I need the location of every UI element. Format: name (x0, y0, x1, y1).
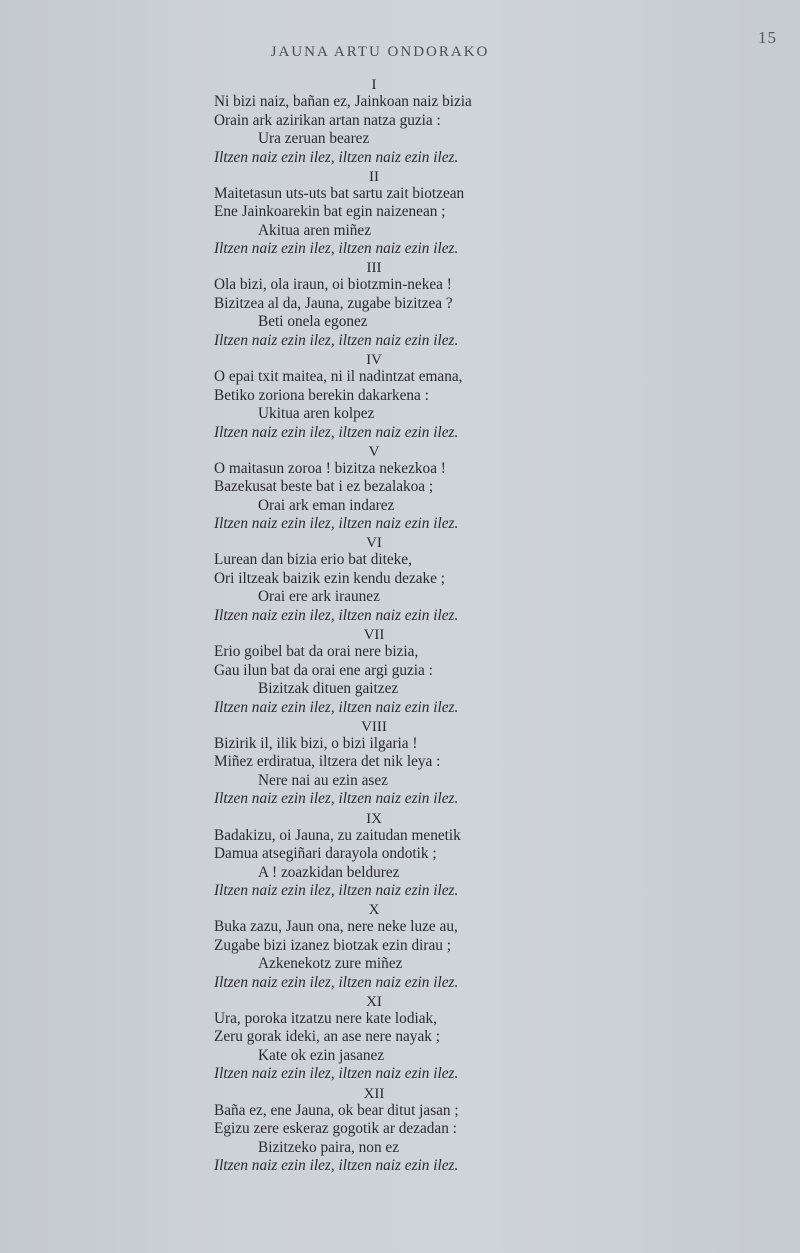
verse-line: Betiko zoriona berekin dakarkena : (214, 386, 429, 404)
stanza-numeral: I (371, 77, 377, 93)
page-number: 15 (758, 28, 777, 47)
refrain-line: Iltzen naiz ezin ilez, iltzen naiz ezin ilez. (214, 515, 459, 533)
verse-line: Erio goibel bat da orai nere bizia, (214, 643, 419, 661)
refrain-line: Iltzen naiz ezin ilez, iltzen naiz ezin ilez. (214, 882, 459, 899)
verse-line: Zeru gorak ideki, an ase nere nayak ; (214, 1028, 440, 1046)
verse-line: Gau ilun bat da orai ene argi guzia : (214, 661, 433, 679)
verse-line: Damua atsegiñari darayola ondotik ; (214, 845, 437, 862)
stanza (214, 902, 574, 994)
refrain-line: Iltzen naiz ezin ilez, iltzen naiz ezin ilez. (214, 331, 459, 349)
refrain-line: Iltzen naiz ezin ilez, iltzen naiz ezin ilez. (214, 1065, 459, 1083)
stanza-numeral: IV (366, 352, 382, 369)
verse-line: Zugabe bizi izanez biotzak ezin dirau ; (214, 936, 451, 954)
verse-line-indented: Bizitzeko paira, non ez (258, 1138, 400, 1156)
stanza (214, 811, 574, 903)
verse-line: Lurean dan bizia erio bat diteke, (214, 551, 412, 569)
refrain-line: Iltzen naiz ezin ilez, iltzen naiz ezin ilez. (214, 606, 459, 624)
verse-line-indented: Orai ark eman indarez (258, 496, 395, 514)
verse-line: Bizitzea al da, Jauna, zugabe bizitzea ? (214, 294, 453, 312)
verse-line: Badakizu, oi Jauna, zu zaitudan menetik (214, 826, 461, 844)
stanza-numeral: III (366, 260, 382, 277)
stanza (214, 1086, 574, 1178)
stanza-numeral: VIII (361, 718, 387, 735)
refrain-line: Iltzen naiz ezin ilez, iltzen naiz ezin ilez. (214, 240, 459, 258)
verse-line: Bizirik il, ilik bizi, o bizi ilgaria ! (214, 734, 418, 752)
verse-line: Bazekusat beste bat i ez bezalakoa ; (214, 478, 434, 496)
stanza-numeral: XI (366, 993, 382, 1010)
refrain-line: Iltzen naiz ezin ilez, iltzen naiz ezin ilez. (214, 790, 459, 808)
stanza-numeral: IX (366, 810, 382, 827)
refrain-line: Iltzen naiz ezin ilez, iltzen naiz ezin ilez. (214, 973, 459, 991)
stanza (214, 169, 574, 261)
verse-line: O epai txit maitea, ni il nadintzat emana, (214, 368, 463, 386)
running-head: JAUNA ARTU ONDORAKO (270, 44, 490, 60)
refrain-line: Iltzen naiz ezin ilez, iltzen naiz ezin ilez. (214, 698, 459, 716)
stanza-numeral: X (368, 902, 380, 919)
verse-line-indented: Nere nai au ezin asez (258, 771, 388, 789)
verse-line: Ura, poroka itzatzu nere kate lodiak, (214, 1009, 437, 1027)
verse-line: Ori iltzeak baizik ezin kendu dezake ; (214, 569, 446, 587)
refrain-line: Iltzen naiz ezin ilez, iltzen naiz ezin ilez. (214, 1157, 459, 1175)
verse-line: Egizu zere eskeraz gogotik ar dezadan : (214, 1120, 457, 1138)
stanza (214, 535, 574, 627)
verse-line-indented: Beti onela egonez (258, 313, 368, 331)
stanza-numeral: II (369, 168, 379, 185)
stanza-numeral: VII (363, 627, 385, 644)
stanza (214, 719, 574, 811)
verse-line-indented: A ! zoazkidan beldurez (258, 863, 400, 881)
stanza-numeral: XII (363, 1085, 385, 1102)
stanza-numeral: V (368, 443, 380, 460)
verse-line: Ni bizi naiz, bañan ez, Jainkoan naiz bizia (214, 93, 472, 110)
stanza (214, 994, 574, 1086)
verse-line-indented: Kate ok ezin jasanez (258, 1046, 385, 1064)
verse-line: Buka zazu, Jaun ona, nere neke luze au, (214, 918, 458, 936)
verse-line: Ene Jainkoarekin bat egin naizenean ; (214, 203, 446, 221)
verse-line: O maitasun zoroa ! bizitza nekezkoa ! (214, 459, 446, 477)
stanza (214, 627, 574, 719)
verse-line-indented: Bizitzak dituen gaitzez (258, 680, 399, 698)
poem (214, 77, 574, 1177)
verse-line: Miñez erdiratua, iltzera det nik leya : (214, 753, 441, 771)
verse-line-indented: Orai ere ark iraunez (258, 588, 380, 606)
stanza (214, 260, 574, 352)
verse-line: Baña ez, ene Jauna, ok bear ditut jasan ; (214, 1101, 459, 1119)
verse-line-indented: Ukitua aren kolpez (258, 405, 375, 423)
verse-line: Ola bizi, ola iraun, oi biotzmin-nekea ! (214, 276, 452, 294)
refrain-line: Iltzen naiz ezin ilez, iltzen naiz ezin ilez. (214, 148, 459, 166)
stanza (214, 444, 574, 536)
verse-line-indented: Akitua aren miñez (258, 221, 371, 239)
verse-line-indented: Azkenekotz zure miñez (258, 955, 403, 973)
verse-line: Maitetasun uts-uts bat sartu zait biotzean (214, 184, 465, 202)
stanza (214, 77, 574, 169)
verse-line-indented: Ura zeruan bearez (258, 130, 370, 147)
verse-line: Orain ark azirikan artan natza guzia : (214, 111, 441, 129)
stanza-numeral: VI (366, 535, 382, 552)
stanza (214, 352, 574, 444)
refrain-line: Iltzen naiz ezin ilez, iltzen naiz ezin ilez. (214, 423, 459, 441)
